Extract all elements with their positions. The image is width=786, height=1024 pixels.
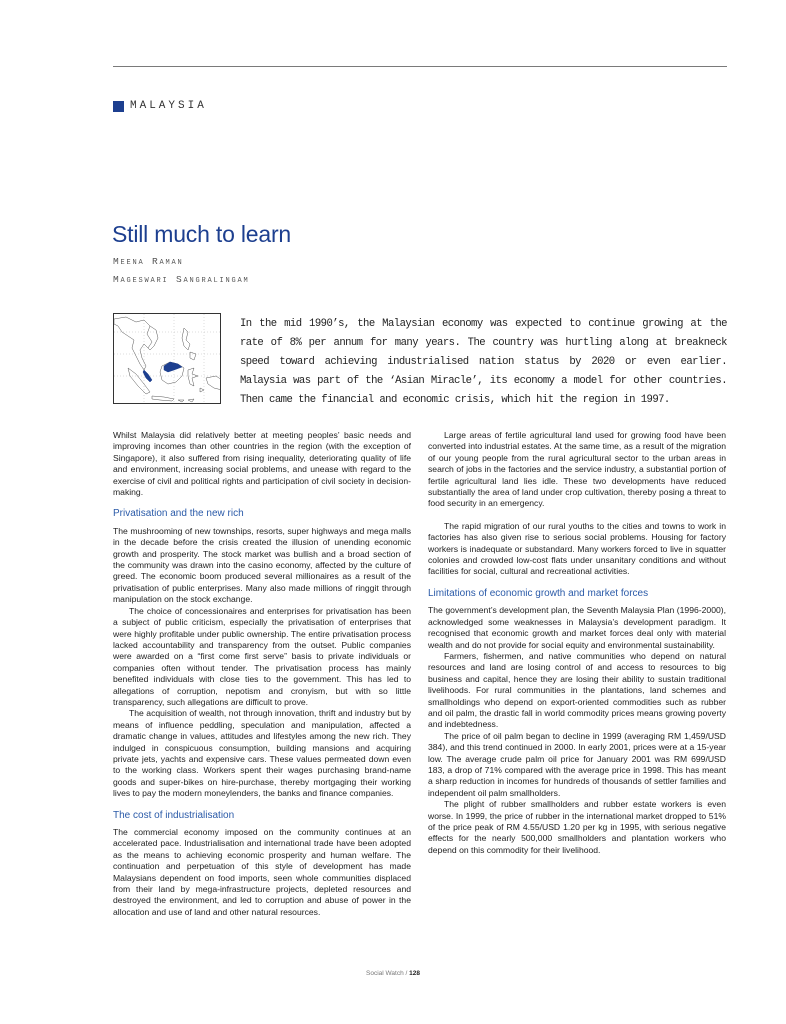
paragraph: The rapid migration of our rural youths to the cities and towns to work in factories has also given rise to serious social problems. Housing for factory workers is inadequate or substandard. Many workers forced to live in squatter colonies and crowded low-cost flats under unsanitary conditions and without facilities for social, cultural and recreational activities. bbox=[428, 520, 726, 577]
article-intro: In the mid 1990’s, the Malaysian economy was expected to continue growing at the rate of 8% per annum for many years. The country was hurtling along at breakneck speed toward achieving industrialised nation status by 2020 or even earlier. Malaysia was part of the ‘Asian Miracle’, its economy a model for other countries. Then came the financial and economic crisis, which hit the region in 1997. bbox=[240, 318, 727, 406]
paragraph: The choice of concessionaires and enterprises for privatisation has been a subject of public criticism, especially the privatisation of enterprises that were highly profitable under public ownership. The entire privatisation process lacked accountability and transparency from the outset. Public companies were awarded on a “first come first serve” basis to private individuals or companies often without tender. The privatisation process has mainly benefited individuals with close ties to the government. This has led to allegations of corruption, nepotism and cronyism, but with so little transparency, such allegations are difficult to prove. bbox=[113, 605, 411, 707]
article-title: Still much to learn bbox=[112, 221, 291, 247]
paragraph: The plight of rubber smallholders and rubber estate workers is even worse. In 1999, the price of rubber in the international market dropped to 51% of the price peak of RM 4.55/USD 1.20 per kg in 1995, with serious negative effects for the nearly 500,000 smallholders and plantation workers who depend on this commodity for their livelihood. bbox=[428, 799, 726, 855]
section-heading-industrialisation: The cost of industrialisation bbox=[113, 809, 235, 821]
country-label: MALAYSIA bbox=[130, 100, 207, 112]
paragraph: Farmers, fishermen, and native communities who depend on natural resources and land are losing control of and access to resources to big business and capital, hence they are losing their ability to sustain traditional livelihoods. For rural communities in the plantations, land schemes and smallholdings who depend on export-oriented commodities such as rubber and oil palm, the drastic fall in world commodity prices means growing poverty and indebtedness. bbox=[428, 650, 726, 730]
footer-source: Social Watch / bbox=[366, 970, 408, 977]
paragraph: The mushrooming of new townships, resorts, super highways and mega malls in the decade before the crisis created the illusion of unending economic growth and prosperity. The stock market was bullish and a broad section of the community was drawn into the casino economy, affected by the culture of greed. The economic boom produced several millionaires as a result of the privatisation of public enterprises. Many also made millions of ringgit through manipulation on the stock exchange. bbox=[113, 525, 411, 605]
section-heading-privatisation: Privatisation and the new rich bbox=[113, 508, 244, 520]
paragraph-gap bbox=[428, 510, 726, 521]
right-column bbox=[428, 430, 726, 856]
author-2: Mageswari Sangralingam bbox=[113, 274, 250, 285]
region-map-icon bbox=[113, 313, 221, 404]
paragraph: Large areas of fertile agricultural land used for growing food have been converted into industrial estates. At the same time, as a result of the migration of our young people from the rural agricultural sector to the urban areas in search of jobs in the factories and the service industry, a substantial portion of fertile agricultural land lies idle. These two developments have reduced substantially the area of land under crop cultivation, thereby posing a threat to food security in an emergency. bbox=[428, 430, 726, 509]
section-heading-limitations: Limitations of economic growth and market forces bbox=[428, 587, 649, 599]
paragraph: The acquisition of wealth, not through innovation, thrift and industry but by means of influence peddling, speculation and manipulation, affected a dramatic change in values, attitudes and lifestyles among the new rich. They indulged in conspicuous consumption, building mansions and acquiring private jets, yachts and expensive cars. These values permeated down even to the working class. Workers spent their wages purchasing brand-name goods and super-bikes on hire-purchase, thereby mortgaging their working lives to pay the modern moneylenders, the banks and finance companies. bbox=[113, 708, 411, 799]
page-footer bbox=[0, 970, 786, 977]
paragraph: The commercial economy imposed on the community continues at an accelerated pace. Industrialisation and international trade have been adopted as the means to achieving economic prosperity and human welfare. The continuation and perpetuation of this style of development has made Malaysians dependent on food imports, seen whole communities displaced from their land by mega-infrastructure projects, depleted resources and destroyed the environment, and led to corruption and abuse of power in the allocation and use of land and other natural resources. bbox=[113, 827, 411, 917]
author-1: Meena Raman bbox=[113, 256, 184, 267]
left-column bbox=[113, 430, 411, 918]
country-marker-icon bbox=[113, 101, 124, 112]
paragraph: The government’s development plan, the Seventh Malaysia Plan (1996-2000), acknowledged some weaknesses in Malaysia’s development paradigm. It recognised that economic growth and market forces deal only with material wealth and do not provide for social equity and environmental sustainability. bbox=[428, 605, 726, 650]
paragraph: Whilst Malaysia did relatively better at meeting peoples’ basic needs and improving incomes than other countries in the region (with the exception of Singapore), it also suffered from rising inequality, deteriorating quality of life and environment, increasing social problems, and unease with regard to the exercise of civil and political rights and participation of civil society in decision-making. bbox=[113, 430, 411, 498]
page-number: 128 bbox=[409, 970, 420, 977]
country-header bbox=[113, 100, 207, 112]
top-rule bbox=[113, 66, 727, 67]
paragraph: The price of oil palm began to decline in 1999 (averaging RM 1,459/USD 384), and this trend continued in 2000. In early 2001, prices were at a 15-year low. The average crude palm oil price for January 2001 was RM 699/USD 183, a drop of 71% compared with the average price in 1998. This has meant a sharp reduction in incomes for hundreds of thousands of settler families and independent oil palm smallholders. bbox=[428, 730, 726, 798]
